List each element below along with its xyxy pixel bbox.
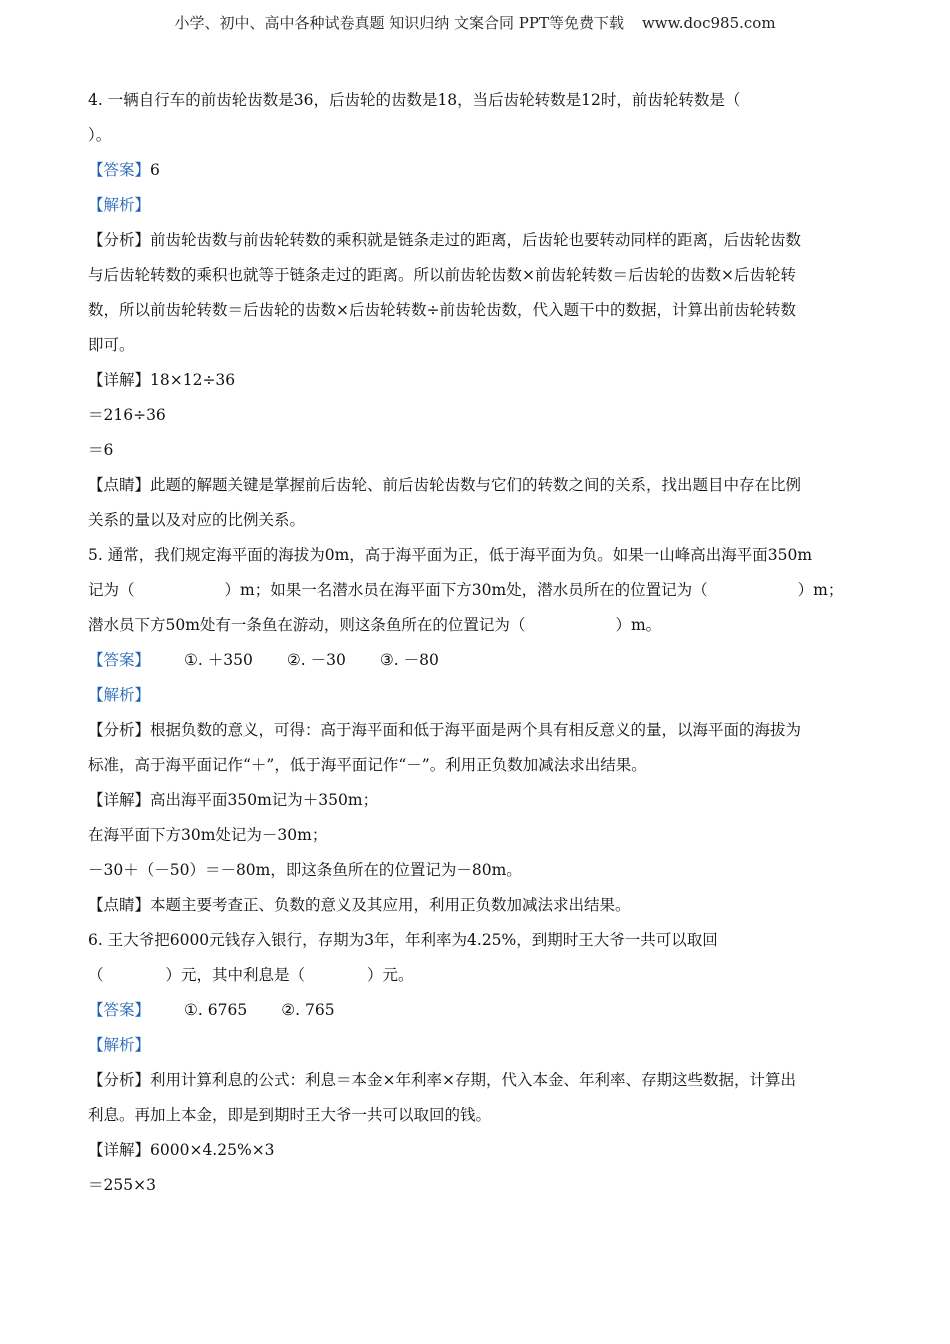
q4-jiexi-tag: 【解析】 xyxy=(88,196,151,214)
q4-analysis-line2: 与后齿轮转数的乘积也就等于链条走过的距离。所以前齿轮齿数×前齿轮转数＝后齿轮的齿数×后齿轮转 xyxy=(88,266,796,284)
q6-analysis-line1 xyxy=(88,1063,860,1098)
answer-tag: 【答案】 xyxy=(88,1001,151,1019)
answer-tag: 【答案】 xyxy=(88,161,151,179)
q5-answer xyxy=(88,643,860,678)
q6-stem-2a: （ xyxy=(88,966,104,984)
q4-analysis-line1 xyxy=(88,223,860,258)
q6-answer xyxy=(88,993,860,1028)
q5-answer3: ③. －80 xyxy=(379,651,439,669)
q6-stem-line2 xyxy=(88,958,860,993)
analysis-tag: 【分析】 xyxy=(88,721,151,739)
q4-detail-line3: ＝6 xyxy=(88,441,114,459)
q6-detail-line1 xyxy=(88,1133,860,1168)
q5-detail-line2: 在海平面下方30m处记为－30m； xyxy=(88,826,328,844)
q6-answer2: ②. 765 xyxy=(281,1001,335,1019)
q5-analysis-text1: 根据负数的意义，可得：高于海平面和低于海平面是两个具有相反意义的量，以海平面的海拔为 xyxy=(150,721,802,739)
q5-jiexi-tag: 【解析】 xyxy=(88,686,151,704)
q6-detail-line2: ＝255×3 xyxy=(88,1176,156,1194)
q4-analysis-line4: 即可。 xyxy=(88,336,135,354)
comment-tag: 【点睛】 xyxy=(88,476,151,494)
document-body xyxy=(88,83,860,1203)
q4-stem-line2: ）。 xyxy=(88,126,112,144)
q5-stem-line2 xyxy=(88,573,860,608)
q6-answer1: ①. 6765 xyxy=(184,1001,248,1019)
analysis-tag: 【分析】 xyxy=(88,1071,151,1089)
q4-analysis-line3: 数，所以前齿轮转数＝后齿轮的齿数×后齿轮转数÷前齿轮齿数，代入题干中的数据，计算出前齿轮转数 xyxy=(88,301,796,319)
q6-jiexi-tag: 【解析】 xyxy=(88,1036,151,1054)
q4-detail-text1: 18×12÷36 xyxy=(150,371,236,389)
q5-comment-line1 xyxy=(88,888,860,923)
answer-tag: 【答案】 xyxy=(88,651,151,669)
q5-stem-3a: 潜水员下方50m处有一条鱼在游动，则这条鱼所在的位置记为（ xyxy=(88,616,526,634)
header-site[interactable]: www.doc985.com xyxy=(641,14,776,32)
q4-answer xyxy=(88,153,860,188)
q5-detail-line1 xyxy=(88,783,860,818)
q4-comment-line1 xyxy=(88,468,860,503)
q5-detail-text1: 高出海平面350m记为＋350m； xyxy=(150,791,379,809)
q4-comment-text1: 此题的解题关键是掌握前后齿轮、前后齿轮齿数与它们的转数之间的关系，找出题目中存在比例 xyxy=(150,476,802,494)
header-text: 小学、初中、高中各种试卷真题 知识归纳 文案合同 PPT等免费下载 xyxy=(174,14,624,32)
analysis-tag: 【分析】 xyxy=(88,231,151,249)
detail-tag: 【详解】 xyxy=(88,791,151,809)
q4-analysis-text1: 前齿轮齿数与前齿轮转数的乘积就是链条走过的距离，后齿轮也要转动同样的距离，后齿轮齿数 xyxy=(150,231,802,249)
q5-stem-2b: ）m；如果一名潜水员在海平面下方30m处，潜水员所在的位置记为（ xyxy=(224,581,708,599)
q6-stem-2b: ）元，其中利息是（ xyxy=(165,966,306,984)
q6-analysis-line2: 利息。再加上本金，即是到期时王大爷一共可以取回的钱。 xyxy=(88,1106,492,1124)
q5-stem-line1: 5. 通常，我们规定海平面的海拔为0m，高于海平面为正，低于海平面为负。如果一山峰高出海平面350m xyxy=(88,546,813,564)
q5-stem-2c: ）m； xyxy=(797,581,844,599)
q5-answer2: ②. －30 xyxy=(286,651,346,669)
q5-stem-line3 xyxy=(88,608,860,643)
q4-answer-value: 6 xyxy=(150,161,160,179)
q6-stem-line1: 6. 王大爷把6000元钱存入银行，存期为3年，年利率为4.25%，到期时王大爷一共可以取回 xyxy=(88,931,718,949)
q4-detail-line2: ＝216÷36 xyxy=(88,406,166,424)
q4-stem-line1: 4. 一辆自行车的前齿轮齿数是36，后齿轮的齿数是18，当后齿轮转数是12时，前齿轮转数是（ xyxy=(88,91,741,109)
q6-analysis-text1: 利用计算利息的公式：利息＝本金×年利率×存期，代入本金、年利率、存期这些数据，计算出 xyxy=(150,1071,796,1089)
q5-stem-2a: 记为（ xyxy=(88,581,135,599)
comment-tag: 【点睛】 xyxy=(88,896,151,914)
detail-tag: 【详解】 xyxy=(88,371,151,389)
page-header xyxy=(0,12,950,33)
q4-comment-line2: 关系的量以及对应的比例关系。 xyxy=(88,511,306,529)
q6-stem-2c: ）元。 xyxy=(367,966,414,984)
q5-comment-text1: 本题主要考查正、负数的意义及其应用，利用正负数加减法求出结果。 xyxy=(150,896,631,914)
q5-analysis-line2: 标准，高于海平面记作“＋”，低于海平面记作“－”。利用正负数加减法求出结果。 xyxy=(88,756,647,774)
q4-detail-line1 xyxy=(88,363,860,398)
q5-detail-line3: －30＋（－50）＝－80m，即这条鱼所在的位置记为－80m。 xyxy=(88,861,522,879)
q5-analysis-line1 xyxy=(88,713,860,748)
q5-stem-3b: ）m。 xyxy=(615,616,662,634)
detail-tag: 【详解】 xyxy=(88,1141,151,1159)
q5-answer1: ①. ＋350 xyxy=(184,651,253,669)
q6-detail-text1: 6000×4.25%×3 xyxy=(150,1141,275,1159)
